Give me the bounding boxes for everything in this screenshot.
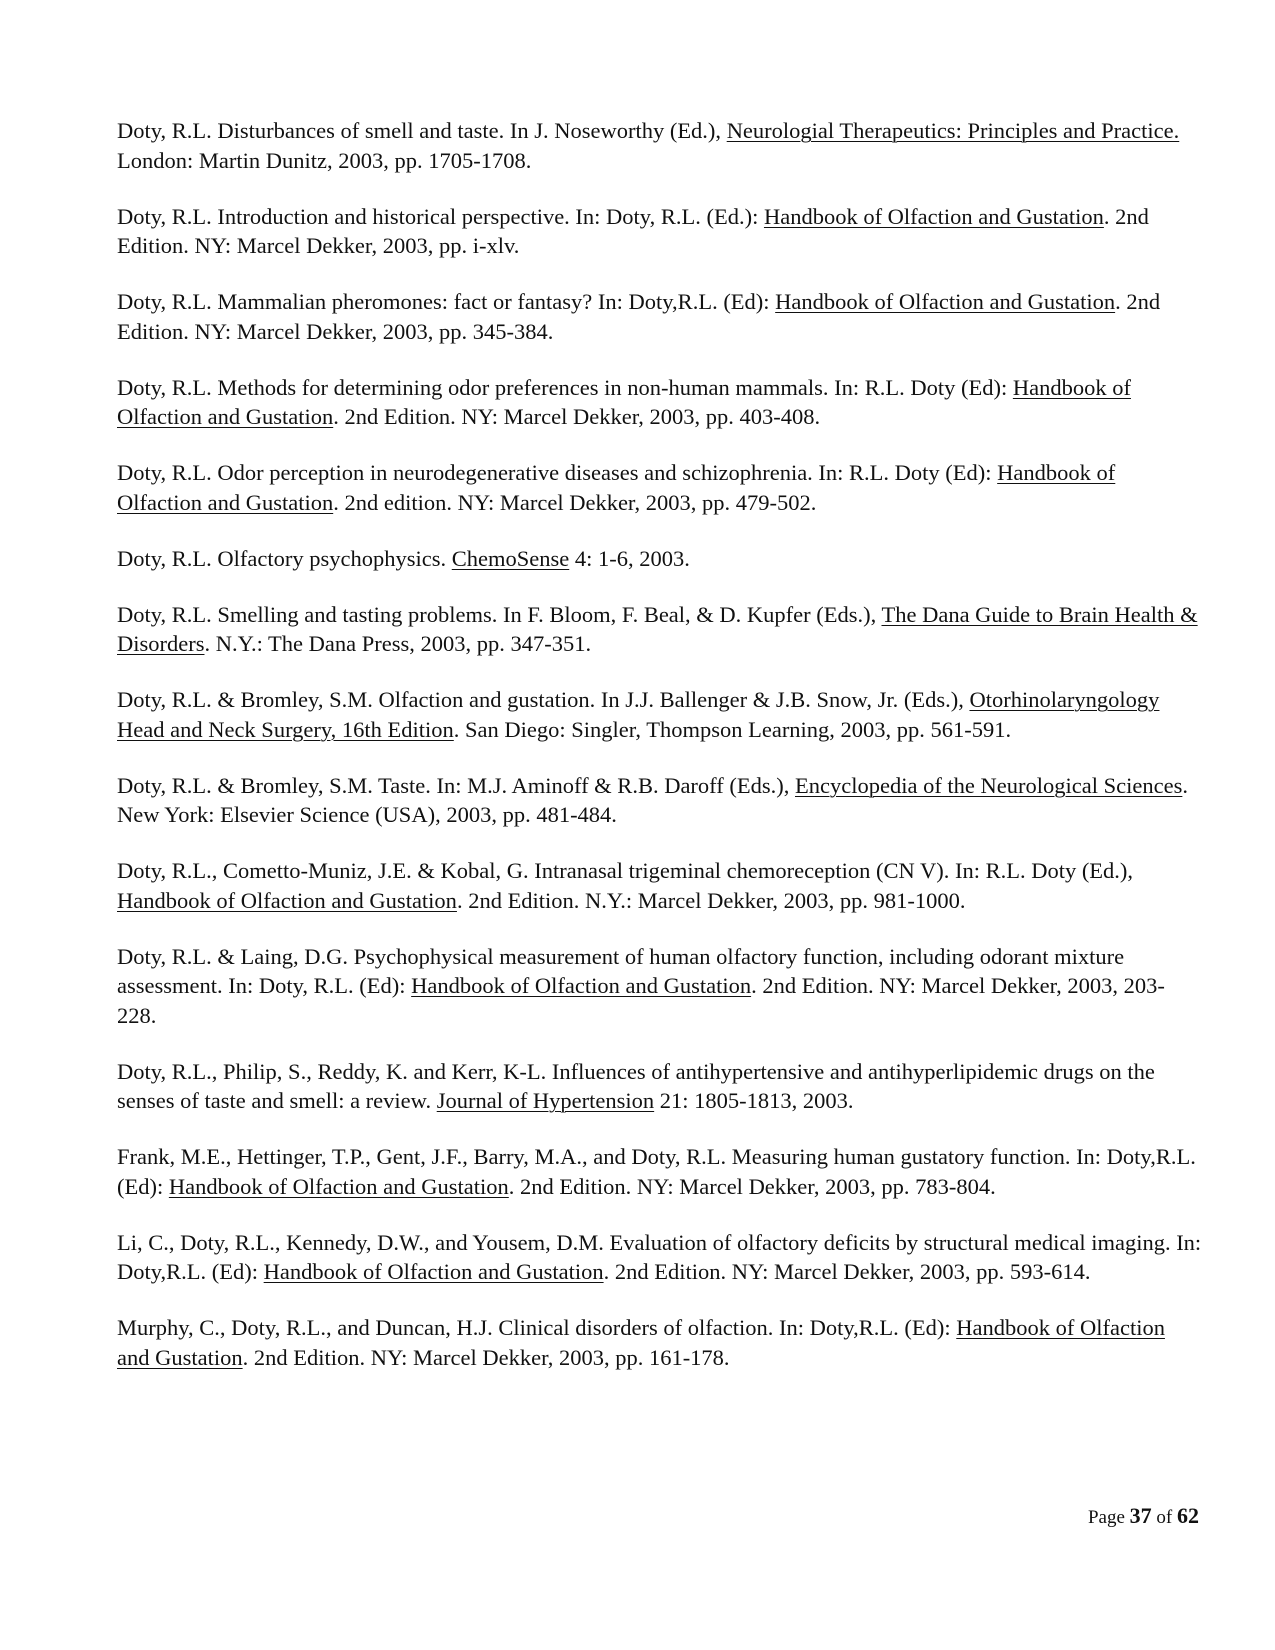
current-page-number: 37 [1129, 1503, 1152, 1528]
reference-source-title: Otorhinolaryngology Head and Neck Surgery, 16th Edition [117, 687, 1160, 742]
reference-text-tail: . 2nd Edition. N.Y.: Marcel Dekker, 2003, pp. 981-1000. [456, 887, 966, 913]
reference-entry [117, 202, 1202, 261]
reference-entry [117, 856, 1202, 915]
page-number [1088, 1503, 1199, 1529]
reference-entry [117, 771, 1202, 830]
reference-source-title: Handbook of Olfaction and Gustation [168, 1173, 509, 1199]
reference-entry [117, 685, 1202, 744]
reference-entry [117, 116, 1202, 175]
reference-entry [117, 1142, 1202, 1201]
reference-source-title: Handbook of Olfaction and Gustation [117, 460, 1116, 515]
reference-text: Doty, R.L. Smelling and tasting problems. In F. Bloom, F. Beal, & D. Kupfer (Eds.), [117, 601, 882, 627]
reference-entry [117, 458, 1202, 517]
reference-text: Li, C., Doty, R.L., Kennedy, D.W., and Yousem, D.M. Evaluation of olfactory deficits by structural medical imaging. In: Doty,R.L. (Ed): [117, 1229, 1202, 1284]
reference-text: Murphy, C., Doty, R.L., and Duncan, H.J. Clinical disorders of olfaction. In: Doty,R.L. (Ed): [117, 1315, 957, 1340]
reference-source-title: Handbook of Olfaction and Gustation [117, 374, 1131, 429]
reference-entry [117, 373, 1202, 432]
reference-source-title: Encyclopedia of the Neurological Sciences [795, 772, 1183, 798]
reference-source-title: Neurologial Therapeutics: Principles and Practice. [726, 118, 1180, 143]
reference-text-tail: . 2nd Edition. NY: Marcel Dekker, 2003, pp. i-xlv. [117, 203, 1149, 258]
total-page-count: 62 [1177, 1503, 1199, 1528]
reference-source-title: Handbook of Olfaction and Gustation [117, 887, 457, 913]
reference-text: Doty, R.L. & Bromley, S.M. Olfaction and gustation. In J.J. Ballenger & J.B. Snow, Jr. (Eds.), [117, 687, 970, 712]
reference-text-tail: . 2nd edition. NY: Marcel Dekker, 2003, pp. 479-502. [333, 489, 817, 515]
reference-source-title: Handbook of Olfaction and Gustation [775, 289, 1116, 314]
reference-text-tail: . New York: Elsevier Science (USA), 2003, pp. 481-484. [117, 772, 1188, 827]
reference-source-title: Journal of Hypertension [436, 1088, 655, 1113]
reference-source-title: The Dana Guide to Brain Health & Disorders [117, 601, 1198, 656]
reference-text: Doty, R.L., Philip, S., Reddy, K. and Kerr, K-L. Influences of antihypertensive and antihyperlipidemic drugs on the senses of taste and smell: a review. [117, 1058, 1155, 1113]
reference-text-tail: . San Diego: Singler, Thompson Learning, 2003, pp. 561-591. [453, 716, 1012, 742]
reference-list [117, 116, 1202, 1399]
reference-entry [117, 942, 1202, 1031]
reference-text: Doty, R.L. Disturbances of smell and taste. In J. Noseworthy (Ed.), [117, 118, 727, 143]
reference-entry [117, 287, 1202, 346]
reference-text: Doty, R.L. & Bromley, S.M. Taste. In: M.J. Aminoff & R.B. Daroff (Eds.), [117, 772, 795, 798]
reference-entry [117, 600, 1202, 659]
reference-text: Doty, R.L. Olfactory psychophysics. [117, 545, 452, 571]
reference-text-tail: . N.Y.: The Dana Press, 2003, pp. 347-351. [204, 631, 592, 656]
reference-text-tail: 21: 1805-1813, 2003. [654, 1088, 854, 1113]
reference-text: Doty, R.L. Introduction and historical perspective. In: Doty, R.L. (Ed.): [117, 203, 764, 229]
reference-entry [117, 544, 1202, 574]
reference-text-tail: . 2nd Edition. NY: Marcel Dekker, 2003, pp. 403-408. [333, 404, 821, 429]
reference-text-tail: . 2nd Edition. NY: Marcel Dekker, 2003, pp. 593-614. [603, 1259, 1091, 1284]
reference-text-tail: 4: 1-6, 2003. [569, 545, 690, 571]
reference-text: Doty, R.L. Odor perception in neurodegenerative diseases and schizophrenia. In: R.L. Doty (Ed): [117, 460, 998, 485]
reference-text-tail: . 2nd Edition. NY: Marcel Dekker, 2003, pp. 161-178. [242, 1344, 730, 1370]
page-label: Page [1087, 1507, 1130, 1528]
reference-text: Doty, R.L., Cometto-Muniz, J.E. & Kobal, G. Intranasal trigeminal chemoreception (CN V). In: R.L. Doty (Ed.), [117, 858, 1134, 883]
reference-text: Doty, R.L. Methods for determining odor preferences in non-human mammals. In: R.L. Doty (Ed): [117, 374, 1013, 400]
reference-text: Doty, R.L. & Laing, D.G. Psychophysical measurement of human olfactory function, including odorant mixture assessment. In: Doty, R.L. (Ed): [117, 943, 1125, 998]
reference-text: Frank, M.E., Hettinger, T.P., Gent, J.F., Barry, M.A., and Doty, R.L. Measuring human gustatory function. In: Doty,R.L. (Ed): [117, 1144, 1196, 1199]
reference-source-title: Handbook of Olfaction and Gustation [117, 1315, 1165, 1370]
reference-source-title: ChemoSense [451, 545, 570, 571]
reference-text: Doty, R.L. Mammalian pheromones: fact or fantasy? In: Doty,R.L. (Ed): [117, 289, 776, 314]
reference-source-title: Handbook of Olfaction and Gustation [763, 203, 1104, 229]
of-label: of [1151, 1507, 1177, 1528]
reference-source-title: Handbook of Olfaction and Gustation [411, 973, 752, 998]
reference-entry [117, 1228, 1202, 1287]
reference-text-tail: London: Martin Dunitz, 2003, pp. 1705-1708. [117, 147, 532, 173]
reference-text-tail: . 2nd Edition. NY: Marcel Dekker, 2003, 203-228. [117, 973, 1165, 1028]
reference-entry [117, 1313, 1202, 1372]
reference-text-tail: . 2nd Edition. NY: Marcel Dekker, 2003, pp. 783-804. [508, 1173, 996, 1199]
reference-text-tail: . 2nd Edition. NY: Marcel Dekker, 2003, pp. 345-384. [117, 289, 1161, 344]
reference-entry [117, 1057, 1202, 1116]
reference-source-title: Handbook of Olfaction and Gustation [263, 1259, 604, 1284]
